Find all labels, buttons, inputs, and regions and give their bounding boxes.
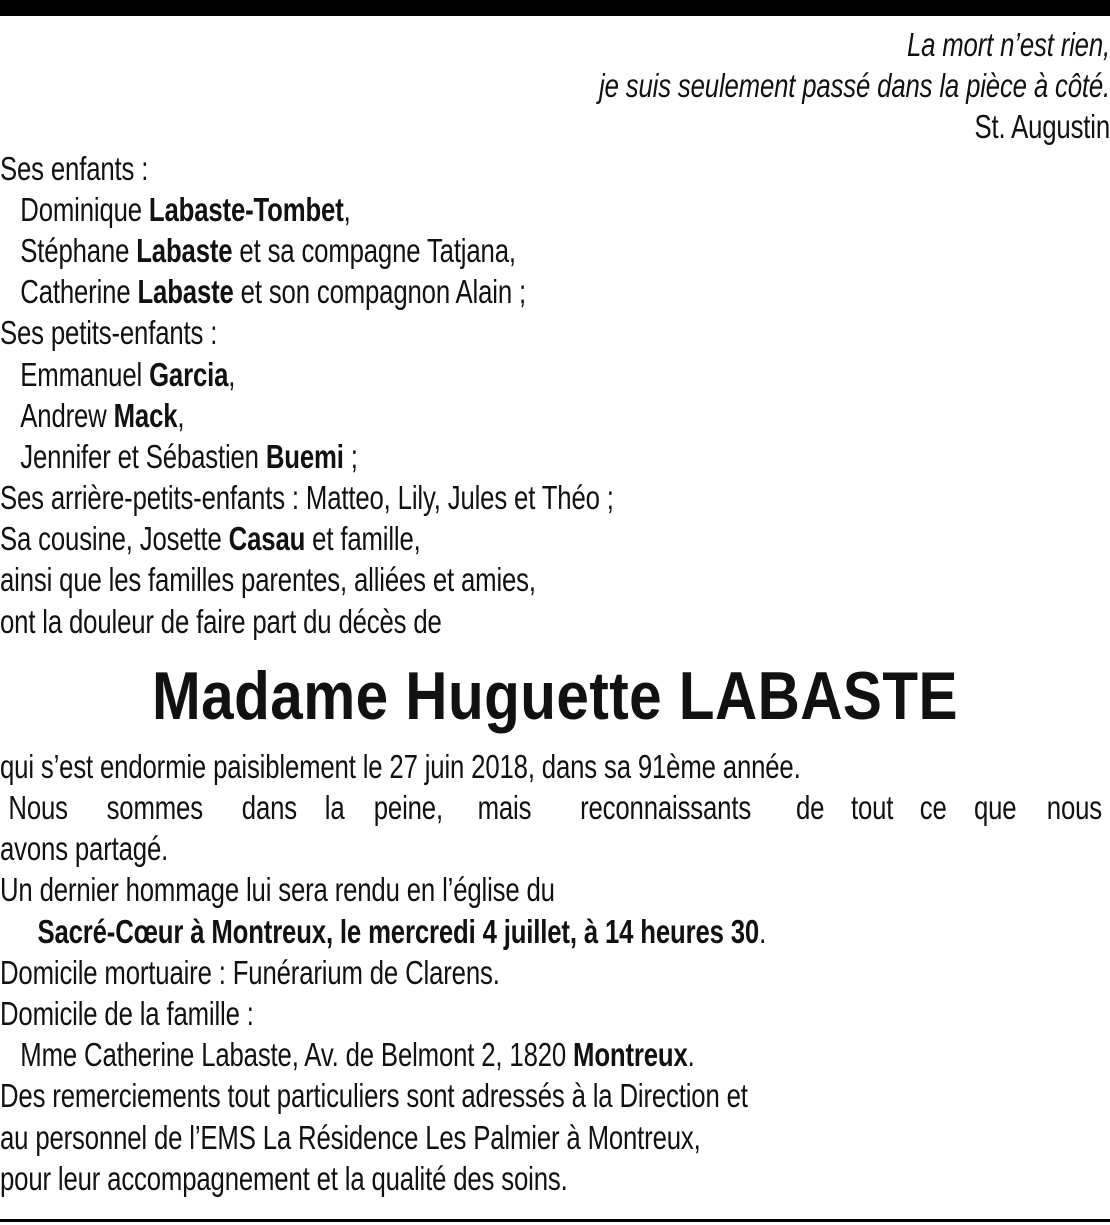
top-rule (0, 0, 1110, 16)
surname: Garcia (149, 355, 229, 393)
word: que (973, 789, 1017, 826)
quote-line: La mort n’est rien, (906, 26, 1110, 63)
children-heading: Ses enfants : (0, 149, 149, 187)
entry-rest: , (228, 355, 236, 393)
word: la (324, 789, 345, 826)
entry-rest: . (759, 912, 767, 950)
family-home-heading: Domicile de la famille : (0, 994, 254, 1032)
entry-rest: et son compagnon Alain ; (233, 273, 527, 311)
thanks-line: au personnel de l’EMS La Résidence Les Palmier à Montreux, (0, 1118, 701, 1156)
grandchildren-heading: Ses petits-enfants : (0, 314, 218, 352)
word: Nous (8, 789, 68, 826)
child-entry (0, 271, 866, 312)
grandchild-entry (0, 436, 866, 477)
word: reconnaissants (579, 789, 751, 826)
cousin-text: Sa cousine, Josette (0, 520, 229, 558)
tribute-intro: Un dernier hommage lui sera rendu en l’église du (0, 871, 555, 909)
surname: Labaste (136, 231, 233, 269)
surname: Mack (113, 396, 178, 434)
entry-rest: et famille, (305, 520, 421, 558)
word: mais (477, 789, 531, 826)
first-name: Andrew (20, 396, 114, 434)
first-name: Stéphane (20, 231, 137, 269)
child-entry (0, 189, 866, 230)
entry-rest: . (687, 1036, 695, 1074)
bottom-rule (0, 1219, 1110, 1222)
entry-rest: , (177, 396, 185, 434)
thanks-line: Des remerciements tout particuliers sont adressés à la Direction et (0, 1077, 748, 1115)
great-grandchildren: Ses arrière-petits-enfants : Matteo, Lily, Jules et Théo ; (0, 479, 614, 517)
first-name: Dominique (20, 190, 149, 228)
address-text: Mme Catherine Labaste, Av. de Belmont 2, 1820 (20, 1036, 574, 1074)
surname: Labaste-Tombet (148, 190, 344, 228)
announce-line: ont la douleur de faire part du décès de (0, 602, 442, 640)
ceremony-place-time: Sacré-Cœur à Montreux, le mercredi 4 juillet, à 14 heures 30 (37, 912, 760, 950)
surname: Casau (228, 520, 306, 558)
surname: Labaste (137, 273, 234, 311)
word: sommes (106, 789, 204, 826)
thanks-line: pour leur accompagnement et la qualité des soins. (0, 1159, 568, 1197)
word: ce (920, 789, 947, 826)
passing-line: qui s’est endormie paisiblement le 27 juin 2018, dans sa 91ème année. (0, 747, 801, 785)
entry-rest: et sa compagne Tatjana, (232, 231, 516, 269)
word: nous (1047, 789, 1103, 826)
mortuary-line: Domicile mortuaire : Funérarium de Clarens. (0, 953, 500, 991)
word: tout (850, 789, 894, 826)
grandchild-entry (0, 395, 866, 436)
families-line: ainsi que les familles parentes, alliées et amies, (0, 561, 536, 599)
entry-rest: , (343, 190, 351, 228)
cousin-entry (0, 518, 866, 559)
first-name: Emmanuel (20, 355, 150, 393)
sorrow-line (0, 787, 1110, 828)
city: Montreux (573, 1036, 688, 1074)
first-name: Catherine (20, 273, 138, 311)
family-address (0, 1034, 866, 1075)
word: peine, (373, 789, 443, 826)
sorrow-end: avons partagé. (0, 830, 169, 868)
first-name: Jennifer et Sébastien (20, 437, 266, 475)
surname: Buemi (265, 437, 344, 475)
obituary-notice (0, 24, 1110, 1199)
word: de (795, 789, 825, 826)
quote-line: je suis seulement passé dans la pièce à côté. (599, 67, 1110, 105)
word: dans (241, 789, 297, 826)
entry-rest: ; (343, 437, 358, 475)
quote-author: St. Augustin (974, 108, 1110, 146)
grandchild-entry (0, 354, 866, 395)
child-entry (0, 230, 866, 271)
ceremony-details (0, 911, 866, 952)
deceased-name: Madame Huguette LABASTE (152, 657, 958, 734)
